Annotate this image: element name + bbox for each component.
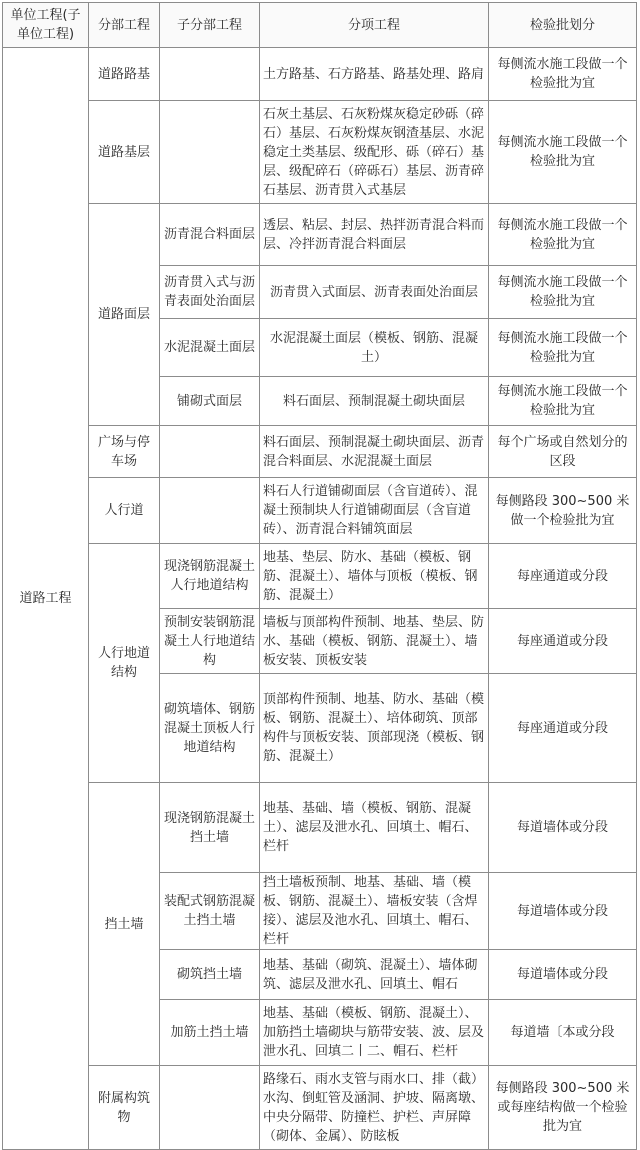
subdivision-cell: 现浇钢筋混凝土挡土墙 (160, 783, 260, 873)
batch-cell: 每侧流水施工段做一个检验批为宜 (489, 101, 637, 204)
item-cell: 挡土墙板预制、地基、基础、墙（模板、钢筋、混凝土）、墙板安装（含焊接）、滤层及池水孔、回填土、帽石、栏杆 (260, 873, 489, 950)
item-cell: 水泥混凝土面层（模板、钢筋、混凝土） (260, 319, 489, 377)
item-cell: 料石面层、预制混凝土砌块面层、沥青混合料面层、水泥混凝土面层 (260, 426, 489, 478)
item-cell: 墙板与顶部构件预制、地基、垫层、防水、基础（模板、钢筋、混凝土）、墙板安装、顶板安装 (260, 609, 489, 674)
item-cell: 石灰土基层、石灰粉煤灰稳定砂砾（碎石）基层、石灰粉煤灰钢渣基层、水泥稳定土类基层、级配形、砾（碎石）基层、级配碎石（碎砾石）基层、沥青碎石基层、沥青贯入式基层 (260, 101, 489, 204)
subdivision-cell (160, 101, 260, 204)
subdivision-cell: 铺砌式面层 (160, 377, 260, 426)
division-cell: 广场与停车场 (89, 426, 160, 478)
division-cell: 道路路基 (89, 48, 160, 101)
subdivision-cell: 现浇钢筋混凝土人行地道结构 (160, 544, 260, 609)
batch-cell: 每侧流水施工段做一个检验批为宜 (489, 377, 637, 426)
table-row (3, 1066, 637, 1150)
header-subdivision: 子分部工程 (160, 3, 260, 48)
division-cell: 附属构筑物 (89, 1066, 160, 1150)
table-row (3, 48, 637, 101)
table-row (3, 783, 637, 873)
item-cell: 路缘石、雨水支管与雨水口、排（截）水沟、倒虹管及涵洞、护坡、隔离墩、中央分隔带、防撞栏、护栏、声屏障（砌体、金属）、防眩板 (260, 1066, 489, 1150)
header-unit: 单位工程(子单位工程) (3, 3, 89, 48)
batch-cell: 每座通道或分段 (489, 609, 637, 674)
item-cell: 地基、垫层、防水、基础（模板、钢筋、混凝土）、墙体与顶板（模板、钢筋、混凝土） (260, 544, 489, 609)
item-cell: 土方路基、石方路基、路基处理、路肩 (260, 48, 489, 101)
header-item: 分项工程 (260, 3, 489, 48)
item-cell: 地基、基础、墙（模板、钢筋、混凝土）、滤层及泄水孔、回填土、帽石、栏杆 (260, 783, 489, 873)
subdivision-cell: 加筋土挡土墙 (160, 1000, 260, 1066)
division-cell: 人行地道结构 (89, 544, 160, 783)
subdivision-cell (160, 426, 260, 478)
batch-cell: 每座通道或分段 (489, 674, 637, 783)
item-cell: 顶部构件预制、地基、防水、基础（模板、钢筋、混凝土）、培体砌筑、顶部构件与顶板安装、顶部现浇（模板、钢筋、混凝土） (260, 674, 489, 783)
subdivision-cell (160, 48, 260, 101)
batch-cell: 每座通道或分段 (489, 544, 637, 609)
header-row (3, 3, 637, 48)
subdivision-cell (160, 478, 260, 544)
table-row (3, 478, 637, 544)
table-row (3, 426, 637, 478)
unit-cell: 道路工程 (3, 48, 89, 1150)
subdivision-cell: 砌筑墙体、钢筋混凝土顶板人行地道结构 (160, 674, 260, 783)
item-cell: 地基、基础（砌筑、混凝土）、墙体砌筑、滤层及泄水孔、回填土、帽石 (260, 950, 489, 1000)
item-cell: 料石面层、预制混凝土砌块面层 (260, 377, 489, 426)
division-cell: 人行道 (89, 478, 160, 544)
subdivision-cell: 砌筑挡土墙 (160, 950, 260, 1000)
item-cell: 透层、粘层、封层、热拌沥青混合料而层、冷拌沥青混合料面层 (260, 204, 489, 266)
subdivision-cell: 沥青混合料面层 (160, 204, 260, 266)
table-row (3, 101, 637, 204)
batch-cell: 每侧路段 300~500 米或每座结构做一个检验批为宜 (489, 1066, 637, 1150)
division-cell: 道路基层 (89, 101, 160, 204)
batch-cell: 每侧路段 300~500 米做一个检验批为宜 (489, 478, 637, 544)
batch-cell: 每侧流水施工段做一个检验批为宜 (489, 266, 637, 319)
subdivision-cell (160, 1066, 260, 1150)
subdivision-cell: 装配式钢筋混凝土挡土墙 (160, 873, 260, 950)
batch-cell: 每侧流水施工段做一个检验批为宜 (489, 48, 637, 101)
table-row (3, 544, 637, 609)
division-cell: 道路面层 (89, 204, 160, 426)
subdivision-cell: 预制安装钢筋混凝土人行地道结构 (160, 609, 260, 674)
batch-cell: 每道墙体或分段 (489, 873, 637, 950)
header-batch: 检验批划分 (489, 3, 637, 48)
batch-cell: 每道墙体或分段 (489, 950, 637, 1000)
batch-cell: 每道墙〔本或分段 (489, 1000, 637, 1066)
subdivision-cell: 水泥混凝土面层 (160, 319, 260, 377)
header-division: 分部工程 (89, 3, 160, 48)
table-row (3, 204, 637, 266)
batch-cell: 每道墙体或分段 (489, 783, 637, 873)
batch-cell: 每侧流水施工段做一个检验批为宜 (489, 204, 637, 266)
inspection-batch-table (2, 2, 637, 1150)
batch-cell: 每侧流水施工段做一个检验批为宜 (489, 319, 637, 377)
division-cell: 挡土墙 (89, 783, 160, 1066)
item-cell: 沥青贯入式面层、沥青表面处治面层 (260, 266, 489, 319)
subdivision-cell: 沥青贯入式与沥青表面处治面层 (160, 266, 260, 319)
batch-cell: 每个广场或自然划分的区段 (489, 426, 637, 478)
item-cell: 料石人行道铺砌面层（含盲道砖）、混凝土预制块人行道铺砌面层（含盲道砖）、沥青混合料铺筑面层 (260, 478, 489, 544)
item-cell: 地基、基础（模板、钢筋、混凝土）、加筋挡土墙砌块与筋带安装、波、层及泄水孔、回填二丨二、帽石、栏杆 (260, 1000, 489, 1066)
